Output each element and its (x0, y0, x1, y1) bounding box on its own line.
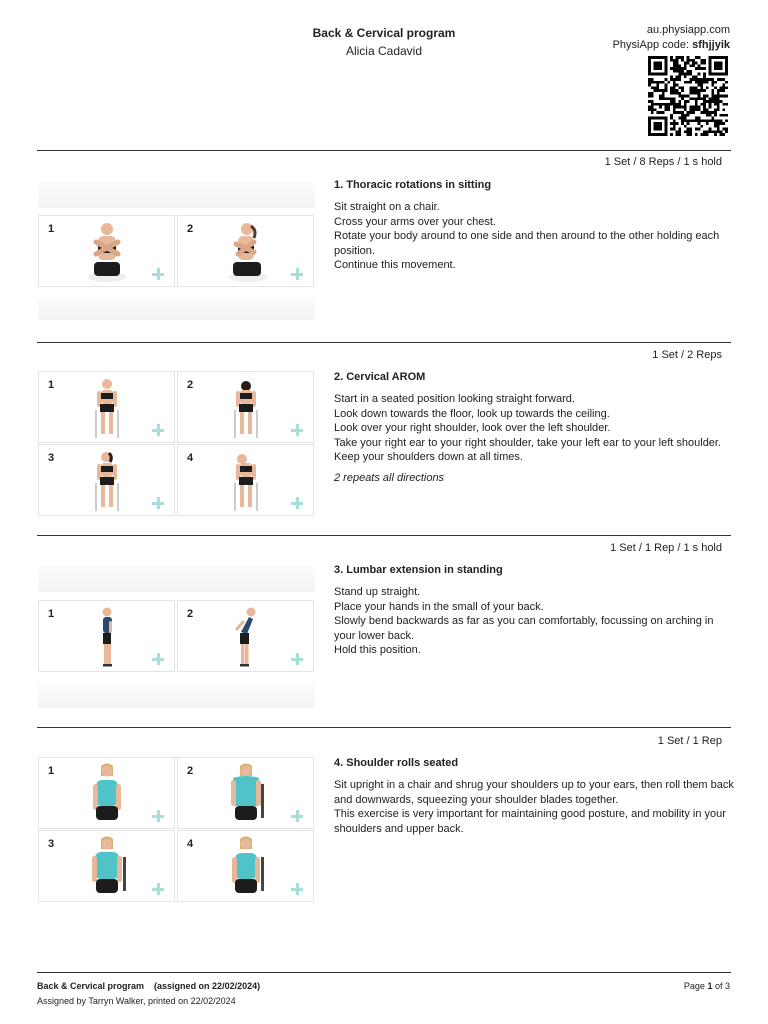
add-plus-icon (152, 883, 164, 895)
person-seated-arms-crossed-icon (82, 220, 132, 284)
section-divider (37, 342, 731, 343)
frame-number: 2 (187, 608, 194, 620)
add-plus-icon (152, 497, 164, 509)
frame-number: 1 (48, 765, 55, 777)
person-seated-neck-side-bend-icon (221, 449, 271, 513)
exercise-image-frame[interactable] (177, 830, 314, 902)
footer-assigned-line: Assigned by Tarryn Walker, printed on 22/02/2024 (37, 996, 236, 1006)
exercise-1-image-fade-bottom (38, 298, 315, 320)
patient-name: Alicia Cadavid (345, 44, 423, 58)
exercise-3-dosage: 1 Set / 1 Rep / 1 s hold (610, 542, 722, 554)
add-plus-icon (152, 653, 164, 665)
exercise-image-frame[interactable] (38, 830, 175, 902)
add-plus-icon (152, 810, 164, 822)
qr-code-icon (646, 56, 730, 136)
exercise-3-image-fade-top (38, 566, 315, 592)
exercise-4-dosage: 1 Set / 1 Rep (657, 735, 722, 747)
instruction-line: Sit straight on a chair. (334, 201, 440, 213)
instruction-line: Slowly bend backwards as far as you can comfortably, focussing on arching in your lower back. (334, 615, 714, 642)
frame-number: 3 (48, 838, 55, 850)
add-plus-icon (291, 883, 303, 895)
instruction-line: Stand up straight. (334, 586, 421, 598)
exercise-4-instructions (334, 778, 734, 836)
instruction-line: This exercise is very important for maintaining good posture, and mobility in your shoulders and upper back. (334, 808, 726, 835)
frame-number: 4 (187, 838, 194, 850)
exercise-note: 2 repeats all directions (334, 471, 445, 484)
instruction-line: Look over your right shoulder, look over the left shoulder. (334, 422, 611, 435)
instruction-line: Sit upright in a chair and shrug your shoulders up to your ears, then roll them back and downwards, squeezing your shoulder blades together. (334, 779, 734, 806)
instruction-line: Look down towards the floor, look up towards the ceiling. (334, 407, 610, 420)
add-plus-icon (291, 810, 303, 822)
footer-divider (37, 972, 731, 973)
frame-number: 4 (187, 452, 194, 464)
code-label: PhysiApp code: (612, 39, 690, 51)
add-plus-icon (291, 268, 303, 280)
frame-number: 2 (187, 765, 194, 777)
instruction-line: Hold this position. (334, 644, 421, 657)
page-indicator (684, 981, 730, 991)
add-plus-icon (291, 424, 303, 436)
person-seated-neck-rotated-icon (82, 449, 132, 513)
physiapp-code (613, 39, 730, 51)
person-seated-rotated-icon (221, 220, 271, 284)
add-plus-icon (152, 268, 164, 280)
person-seated-shoulders-down-icon (221, 835, 271, 899)
frame-number: 1 (48, 223, 55, 235)
exercise-2-title: 2. Cervical AROM (334, 371, 426, 383)
person-standing-back-extension-icon (221, 605, 271, 669)
section-divider (37, 535, 731, 536)
exercise-image-frame[interactable] (38, 444, 175, 516)
person-seated-neck-neutral-icon (82, 376, 132, 440)
exercise-image-frame[interactable] (177, 600, 314, 672)
code-value: sfhjjyik (692, 39, 730, 51)
page-header (0, 0, 768, 150)
footer-program-line: Back & Cervical program (assigned on 22/02/2024) (37, 981, 261, 991)
section-divider (37, 150, 731, 151)
person-seated-shoulders-back-icon (82, 835, 132, 899)
exercise-4-title: 4. Shoulder rolls seated (334, 757, 459, 769)
frame-number: 1 (48, 608, 55, 620)
person-seated-shoulders-neutral-icon (82, 762, 132, 826)
page-label: Page (683, 981, 705, 991)
frame-number: 3 (48, 452, 55, 464)
instruction-line: Place your hands in the small of your back. (334, 600, 544, 613)
exercise-image-frame[interactable] (177, 371, 314, 443)
exercise-3-title: 3. Lumbar extension in standing (334, 564, 503, 576)
exercise-3-image-fade-bottom (38, 684, 315, 708)
exercise-image-frame[interactable] (177, 444, 314, 516)
frame-number: 1 (48, 379, 55, 391)
add-plus-icon (291, 497, 303, 509)
exercise-image-frame[interactable] (38, 757, 175, 829)
person-seated-shoulders-shrugged-icon (221, 762, 271, 826)
instruction-line: Take your right ear to your right shoulder, take your left ear to your left shoulder. (334, 436, 722, 449)
exercise-2-instructions (334, 392, 734, 486)
person-standing-side-icon (82, 605, 132, 669)
page-current: 1 (707, 981, 713, 991)
exercise-image-frame[interactable] (38, 215, 175, 287)
exercise-1-title: 1. Thoracic rotations in sitting (334, 179, 492, 191)
exercise-image-frame[interactable] (177, 757, 314, 829)
section-divider (37, 727, 731, 728)
exercise-1-dosage: 1 Set / 8 Reps / 1 s hold (604, 156, 722, 168)
add-plus-icon (152, 424, 164, 436)
exercise-image-frame[interactable] (38, 600, 175, 672)
exercise-2-dosage: 1 Set / 2 Reps (652, 349, 722, 361)
page-total: of 3 (714, 981, 730, 991)
exercise-3-instructions (334, 585, 734, 658)
add-plus-icon (291, 653, 303, 665)
frame-number: 2 (187, 223, 194, 235)
instruction-line: Rotate your body around to one side and then around to the other holding each position. (334, 230, 720, 257)
exercise-1-image-fade-top (38, 182, 315, 208)
person-seated-neck-flexed-icon (221, 376, 271, 440)
instruction-line: Continue this movement. (334, 259, 456, 272)
site-link[interactable]: au.physiapp.com (646, 24, 730, 36)
instruction-line: Cross your arms over your chest. (334, 215, 496, 228)
exercise-image-frame[interactable] (38, 371, 175, 443)
exercise-image-frame[interactable] (177, 215, 314, 287)
instruction-line: Keep your shoulders down at all times. (334, 451, 523, 464)
frame-number: 2 (187, 379, 194, 391)
instruction-line: Start in a seated position looking straight forward. (334, 393, 575, 405)
exercise-1-instructions (334, 200, 734, 273)
program-title: Back & Cervical program (312, 26, 456, 40)
